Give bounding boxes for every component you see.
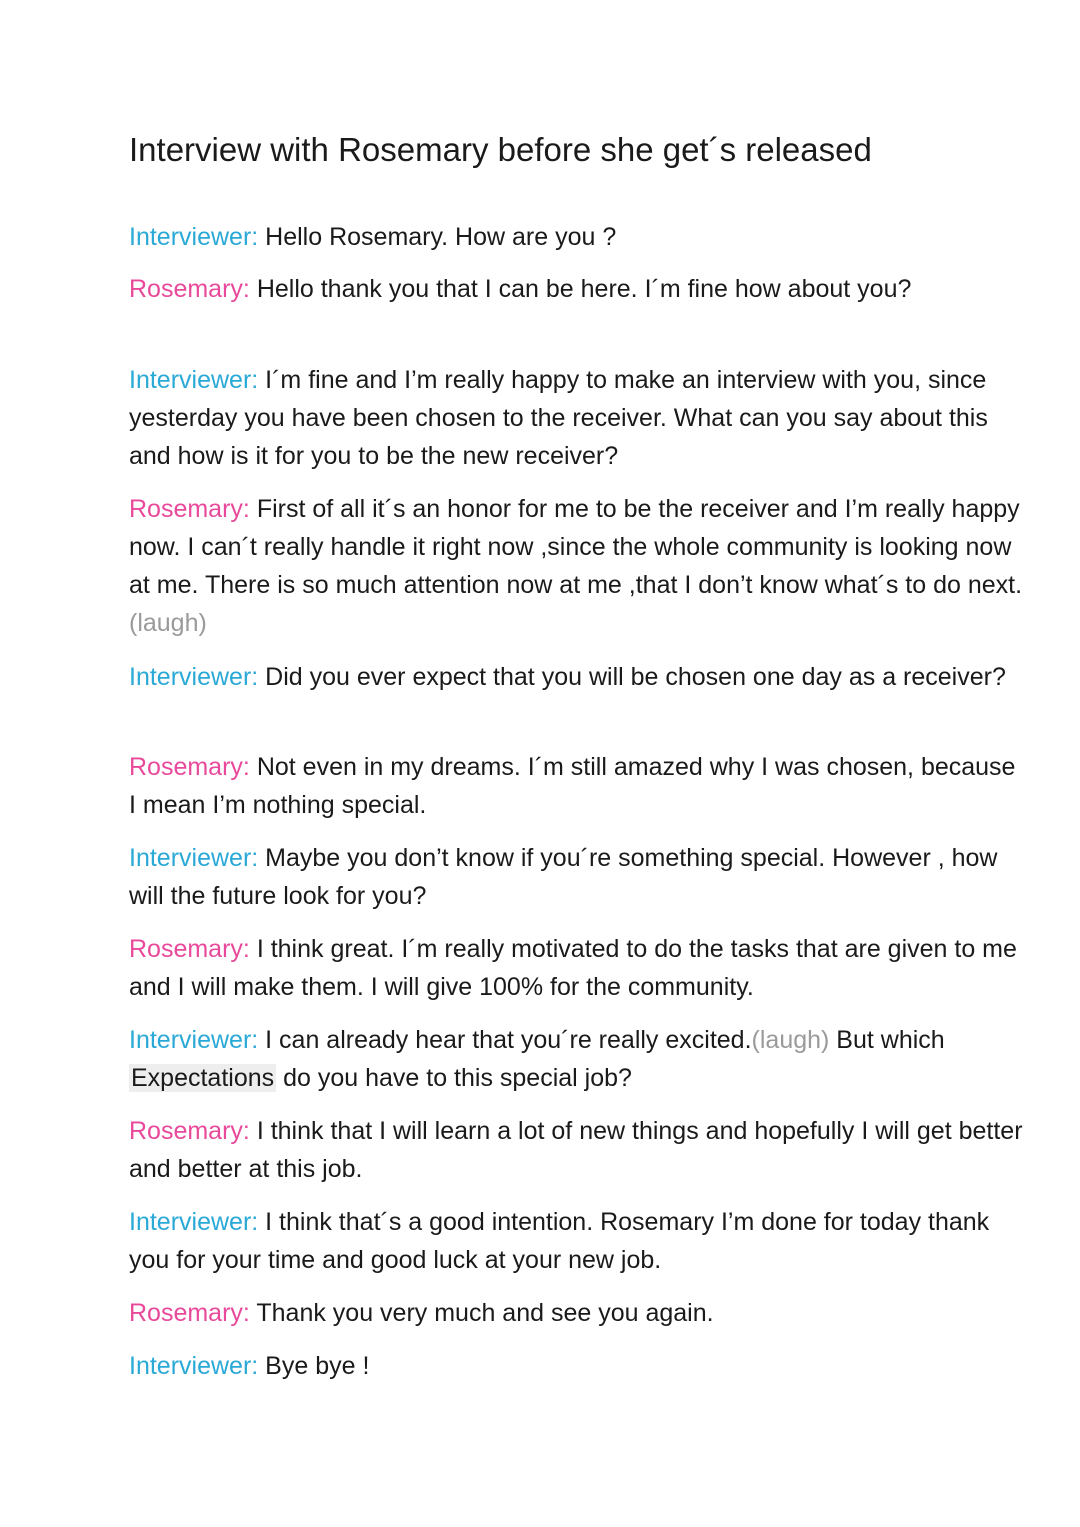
- turn-text: Bye bye !: [258, 1352, 370, 1380]
- speaker-label-rosemary: Rosemary:: [129, 753, 250, 781]
- turn-text: Maybe you don’t know if you´re something special. However , how will the future look for you?: [129, 844, 998, 910]
- speaker-label-interviewer: Interviewer:: [129, 663, 259, 691]
- turn-text: I can already hear that you´re really excited.: [258, 1026, 752, 1054]
- speaker-label-rosemary: Rosemary:: [129, 935, 250, 963]
- speaker-label-interviewer: Interviewer:: [129, 1352, 259, 1380]
- turn-text: Hello thank you that I can be here. I´m fine how about you?: [249, 275, 912, 303]
- turn-text: I think that´s a good intention. Rosemary I’m done for today thank you for your time and good luck at your new job.: [129, 1208, 990, 1274]
- speaker-label-rosemary: Rosemary:: [129, 495, 250, 523]
- turn-text: Did you ever expect that you will be chosen one day as a receiver?: [258, 663, 1006, 691]
- turn-rosemary-3: [129, 748, 1029, 824]
- speaker-label-interviewer: Interviewer:: [129, 1026, 259, 1054]
- turn-text: I think great. I´m really motivated to do the tasks that are given to me and I will make them. I will give 100% for the community.: [129, 935, 1017, 1001]
- turn-rosemary-6: [129, 1294, 1029, 1332]
- turn-rosemary-1: [129, 270, 1029, 308]
- highlighted-word: Expectations: [131, 1064, 275, 1092]
- turn-text: Thank you very much and see you again.: [249, 1299, 714, 1327]
- speaker-label-rosemary: Rosemary:: [129, 1299, 250, 1327]
- speaker-label-interviewer: Interviewer:: [129, 844, 259, 872]
- turn-text: I think that I will learn a lot of new things and hopefully I will get better and better at this job.: [129, 1117, 1023, 1183]
- speaker-label-rosemary: Rosemary:: [129, 1117, 250, 1145]
- speaker-label-interviewer: Interviewer:: [129, 223, 259, 251]
- turn-rosemary-2: [129, 490, 1029, 642]
- turn-interviewer-6: [129, 1203, 1029, 1279]
- speaker-label-interviewer: Interviewer:: [129, 1208, 259, 1236]
- turn-text: But which: [829, 1026, 945, 1054]
- speaker-label-rosemary: Rosemary:: [129, 275, 250, 303]
- stage-direction-laugh: (laugh): [129, 609, 207, 637]
- turn-text: I´m fine and I’m really happy to make an interview with you, since yesterday you have been chosen to the receiver. What can you say about this and how is it for you to be the new receiver?: [129, 366, 988, 470]
- turn-interviewer-2: [129, 361, 1029, 475]
- stage-direction-laugh: (laugh): [751, 1026, 830, 1054]
- turn-interviewer-3: [129, 658, 1029, 696]
- document-title: Interview with Rosemary before she get´s released: [129, 131, 872, 168]
- turn-rosemary-5: [129, 1112, 1029, 1188]
- speaker-label-interviewer: Interviewer:: [129, 366, 259, 394]
- turn-text: do you have to this special job?: [276, 1064, 632, 1092]
- turn-text: Not even in my dreams. I´m still amazed why I was chosen, because I mean I’m nothing special.: [129, 753, 1016, 819]
- turn-rosemary-4: [129, 930, 1029, 1006]
- turn-interviewer-1: [129, 218, 1029, 256]
- turn-text: First of all it´s an honor for me to be the receiver and I’m really happy now. I can´t really handle it right now ,since the whole community is looking now at me. There is so much attention now at me ,that I don’t know what´s to do next.: [129, 495, 1023, 599]
- turn-interviewer-5: [129, 1021, 1029, 1097]
- turn-text: Hello Rosemary. How are you ?: [258, 223, 617, 251]
- turn-interviewer-4: [129, 839, 1029, 915]
- turn-interviewer-7: [129, 1347, 1029, 1385]
